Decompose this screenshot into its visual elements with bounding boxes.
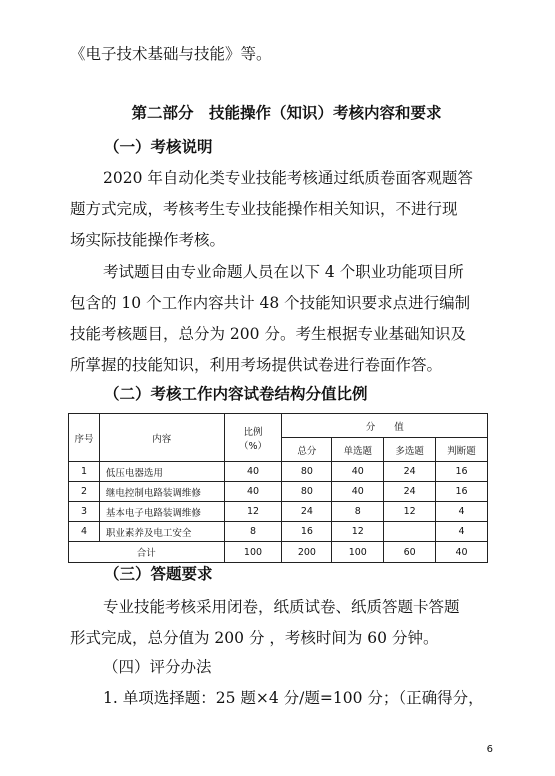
cell-seq: 1	[69, 462, 100, 482]
cell-sum-judge: 40	[436, 542, 488, 563]
header-multi: 多选题	[384, 438, 436, 462]
cell-seq: 2	[69, 482, 100, 502]
cell-single: 8	[332, 502, 384, 522]
header-ratio	[224, 414, 282, 462]
cell-judge: 16	[436, 462, 488, 482]
paragraph-line: 包含的 10 个工作内容共计 48 个技能知识要求点进行编制	[70, 294, 471, 312]
cell-single: 12	[332, 522, 384, 542]
cell-multi: 12	[384, 502, 436, 522]
subheading-4: （四）评分办法	[103, 658, 212, 676]
cell-sum-total: 200	[282, 542, 332, 563]
paragraph-line: 技能考核题目，总分为 200 分。考生根据专业基础知识及	[70, 325, 466, 343]
header-ratio-unit: （%）	[238, 440, 267, 452]
header-judge: 判断题	[436, 438, 488, 462]
paragraph-line: 专业技能考核采用闭卷，纸质试卷、纸质答题卡答题	[103, 598, 460, 616]
score-table	[68, 413, 488, 563]
subheading-3: （三）答题要求	[104, 565, 213, 583]
header-content: 内容	[99, 414, 224, 462]
paragraph-line: 形式完成，总分值为 200 分 ，考核时间为 60 分钟。	[70, 629, 439, 647]
cell-name: 低压电器选用	[99, 462, 224, 482]
subheading-1: （一）考核说明	[104, 138, 213, 156]
cell-ratio: 40	[224, 462, 282, 482]
header-seq: 序号	[69, 414, 100, 462]
cell-multi: 24	[384, 482, 436, 502]
cell-name: 基本电子电路装调维修	[99, 502, 224, 522]
paragraph-line: 场实际技能操作考核。	[70, 231, 226, 249]
cell-seq: 3	[69, 502, 100, 522]
cell-multi	[384, 522, 436, 542]
paragraph-line: 考试题目由专业命题人员在以下 4 个职业功能项目所	[103, 263, 464, 281]
table-row	[69, 522, 488, 542]
header-single: 单选题	[332, 438, 384, 462]
page-number: 6	[486, 744, 493, 755]
header-ratio-label: 比例	[243, 426, 263, 438]
subheading-2: （二）考核工作内容试卷结构分值比例	[104, 385, 368, 403]
paragraph-line: 题方式完成，考核考生专业技能操作相关知识，不进行现	[70, 200, 458, 218]
cell-seq: 4	[69, 522, 100, 542]
text-line: 《电子技术基础与技能》等。	[70, 45, 272, 63]
table-row	[69, 502, 488, 522]
cell-sum-label: 合计	[69, 542, 225, 563]
cell-sum-ratio: 100	[224, 542, 282, 563]
paragraph-line: 所掌握的技能知识，利用考场提供试卷进行卷面作答。	[70, 356, 443, 374]
cell-single: 40	[332, 482, 384, 502]
cell-total: 80	[282, 482, 332, 502]
table-row	[69, 482, 488, 502]
header-total: 总分	[282, 438, 332, 462]
cell-ratio: 8	[224, 522, 282, 542]
cell-total: 24	[282, 502, 332, 522]
cell-name: 继电控制电路装调维修	[99, 482, 224, 502]
table-total-row	[69, 542, 488, 563]
paragraph-line: 2020 年自动化类专业技能考核通过纸质卷面客观题答	[103, 169, 473, 187]
cell-judge: 16	[436, 482, 488, 502]
cell-judge: 4	[436, 522, 488, 542]
cell-name: 职业素养及电工安全	[99, 522, 224, 542]
paragraph-line: 1. 单项选择题：25 题×4 分/题=100 分；（正确得分，	[103, 689, 484, 707]
table-row	[69, 462, 488, 482]
cell-multi: 24	[384, 462, 436, 482]
section-title: 第二部分 技能操作（知识）考核内容和要求	[131, 104, 442, 122]
cell-ratio: 12	[224, 502, 282, 522]
cell-total: 80	[282, 462, 332, 482]
cell-total: 16	[282, 522, 332, 542]
cell-ratio: 40	[224, 482, 282, 502]
cell-judge: 4	[436, 502, 488, 522]
header-score: 分 值	[282, 414, 488, 438]
cell-sum-multi: 60	[384, 542, 436, 563]
cell-sum-single: 100	[332, 542, 384, 563]
cell-single: 40	[332, 462, 384, 482]
